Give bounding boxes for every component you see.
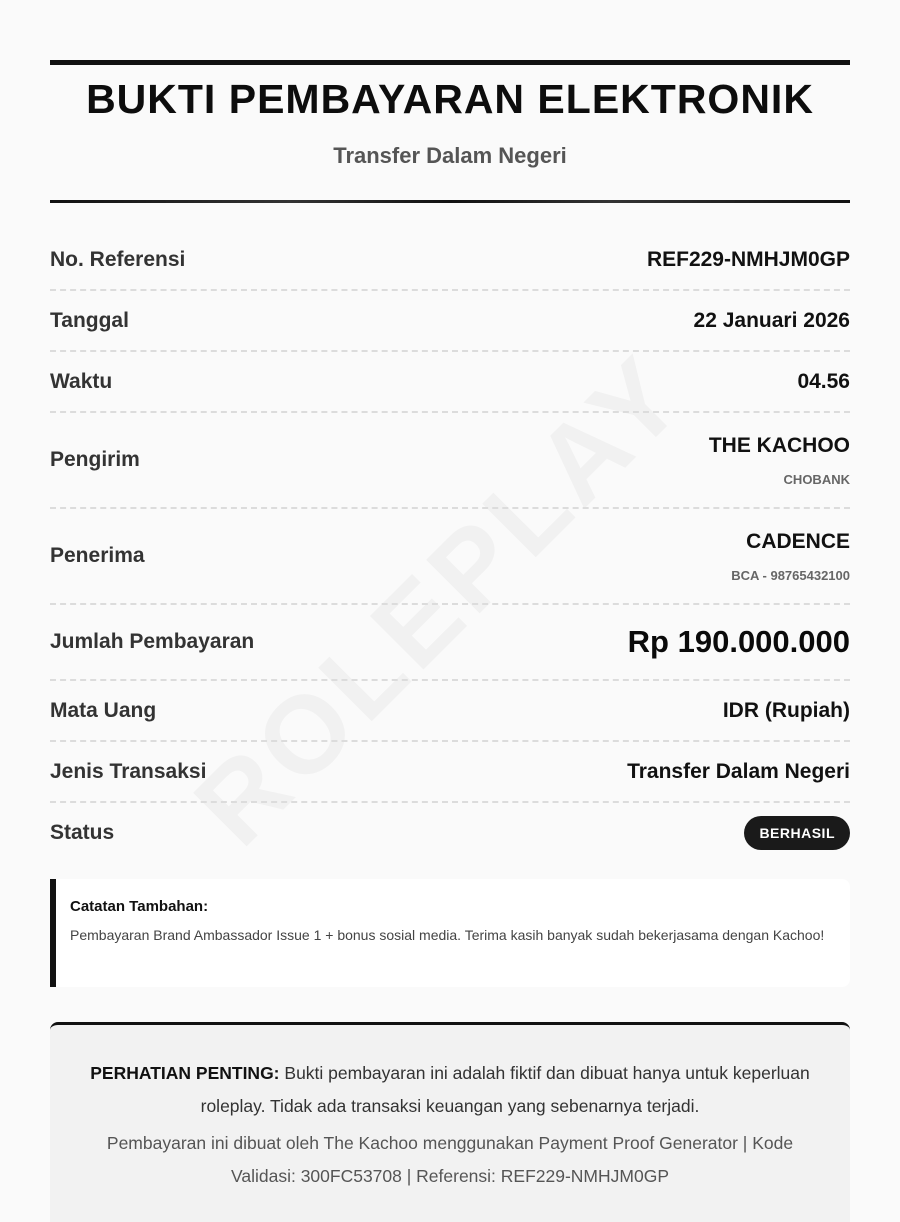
amount-label: Jumlah Pembayaran <box>50 630 255 653</box>
recipient-name: CADENCE <box>746 529 850 553</box>
sender-name: THE KACHOO <box>708 433 850 457</box>
row-recipient <box>50 509 850 605</box>
transaction-type-value: Transfer Dalam Negeri <box>627 759 850 783</box>
transaction-type-label: Jenis Transaksi <box>50 759 207 783</box>
status-badge: BERHASIL <box>744 816 850 850</box>
date-label: Tanggal <box>50 308 129 332</box>
notes-title: Catatan Tambahan: <box>70 898 209 915</box>
recipient-block <box>731 530 850 583</box>
date-value: 22 Januari 2026 <box>693 308 850 332</box>
disclaimer-box <box>50 1022 850 1222</box>
reference-value: REF229-NMHJM0GP <box>646 247 850 271</box>
row-amount <box>50 605 850 681</box>
reference-label: No. Referensi <box>50 247 186 271</box>
row-sender <box>50 413 850 509</box>
page-title: BUKTI PEMBAYARAN ELEKTRONIK <box>86 76 814 122</box>
currency-label: Mata Uang <box>50 698 157 722</box>
row-time <box>50 352 850 413</box>
amount-value: Rp 190.000.000 <box>627 624 850 659</box>
row-transaction-type <box>50 742 850 803</box>
disclaimer-footer: Pembayaran ini dibuat oleh The Kachoo menggunakan Payment Proof Generator | Kode Validasi: 300FC53708 | Referensi: REF229-NMHJM0GP <box>106 1133 794 1186</box>
additional-notes <box>50 879 850 987</box>
receipt <box>50 60 850 862</box>
currency-value: IDR (Rupiah) <box>722 698 850 722</box>
row-reference <box>50 230 850 291</box>
disclaimer-body: Bukti pembayaran ini adalah fiktif dan dibuat hanya untuk keperluan roleplay. Tidak ada transaksi keuangan yang sebenarnya terjadi. <box>200 1063 810 1116</box>
recipient-bank: BCA - 98765432100 <box>731 567 850 583</box>
sender-bank: CHOBANK <box>783 471 850 487</box>
sender-label: Pengirim <box>50 448 140 471</box>
page-subtitle: Transfer Dalam Negeri <box>333 143 567 168</box>
header-bottom-rule <box>50 200 850 203</box>
time-value: 04.56 <box>797 369 850 393</box>
details-list <box>50 230 850 862</box>
disclaimer-text <box>90 1057 810 1123</box>
recipient-label: Penerima <box>50 544 145 567</box>
notes-body: Pembayaran Brand Ambassador Issue 1 + bonus sosial media. Terima kasih banyak sudah bekerjasama dengan Kachoo! <box>70 927 825 943</box>
sender-block <box>709 434 850 487</box>
row-date <box>50 291 850 352</box>
row-currency <box>50 681 850 742</box>
disclaimer-heading: PERHATIAN PENTING: <box>90 1063 280 1083</box>
header-top-rule <box>50 60 850 65</box>
time-label: Waktu <box>50 369 113 393</box>
row-status <box>50 803 850 862</box>
status-label: Status <box>50 820 115 844</box>
